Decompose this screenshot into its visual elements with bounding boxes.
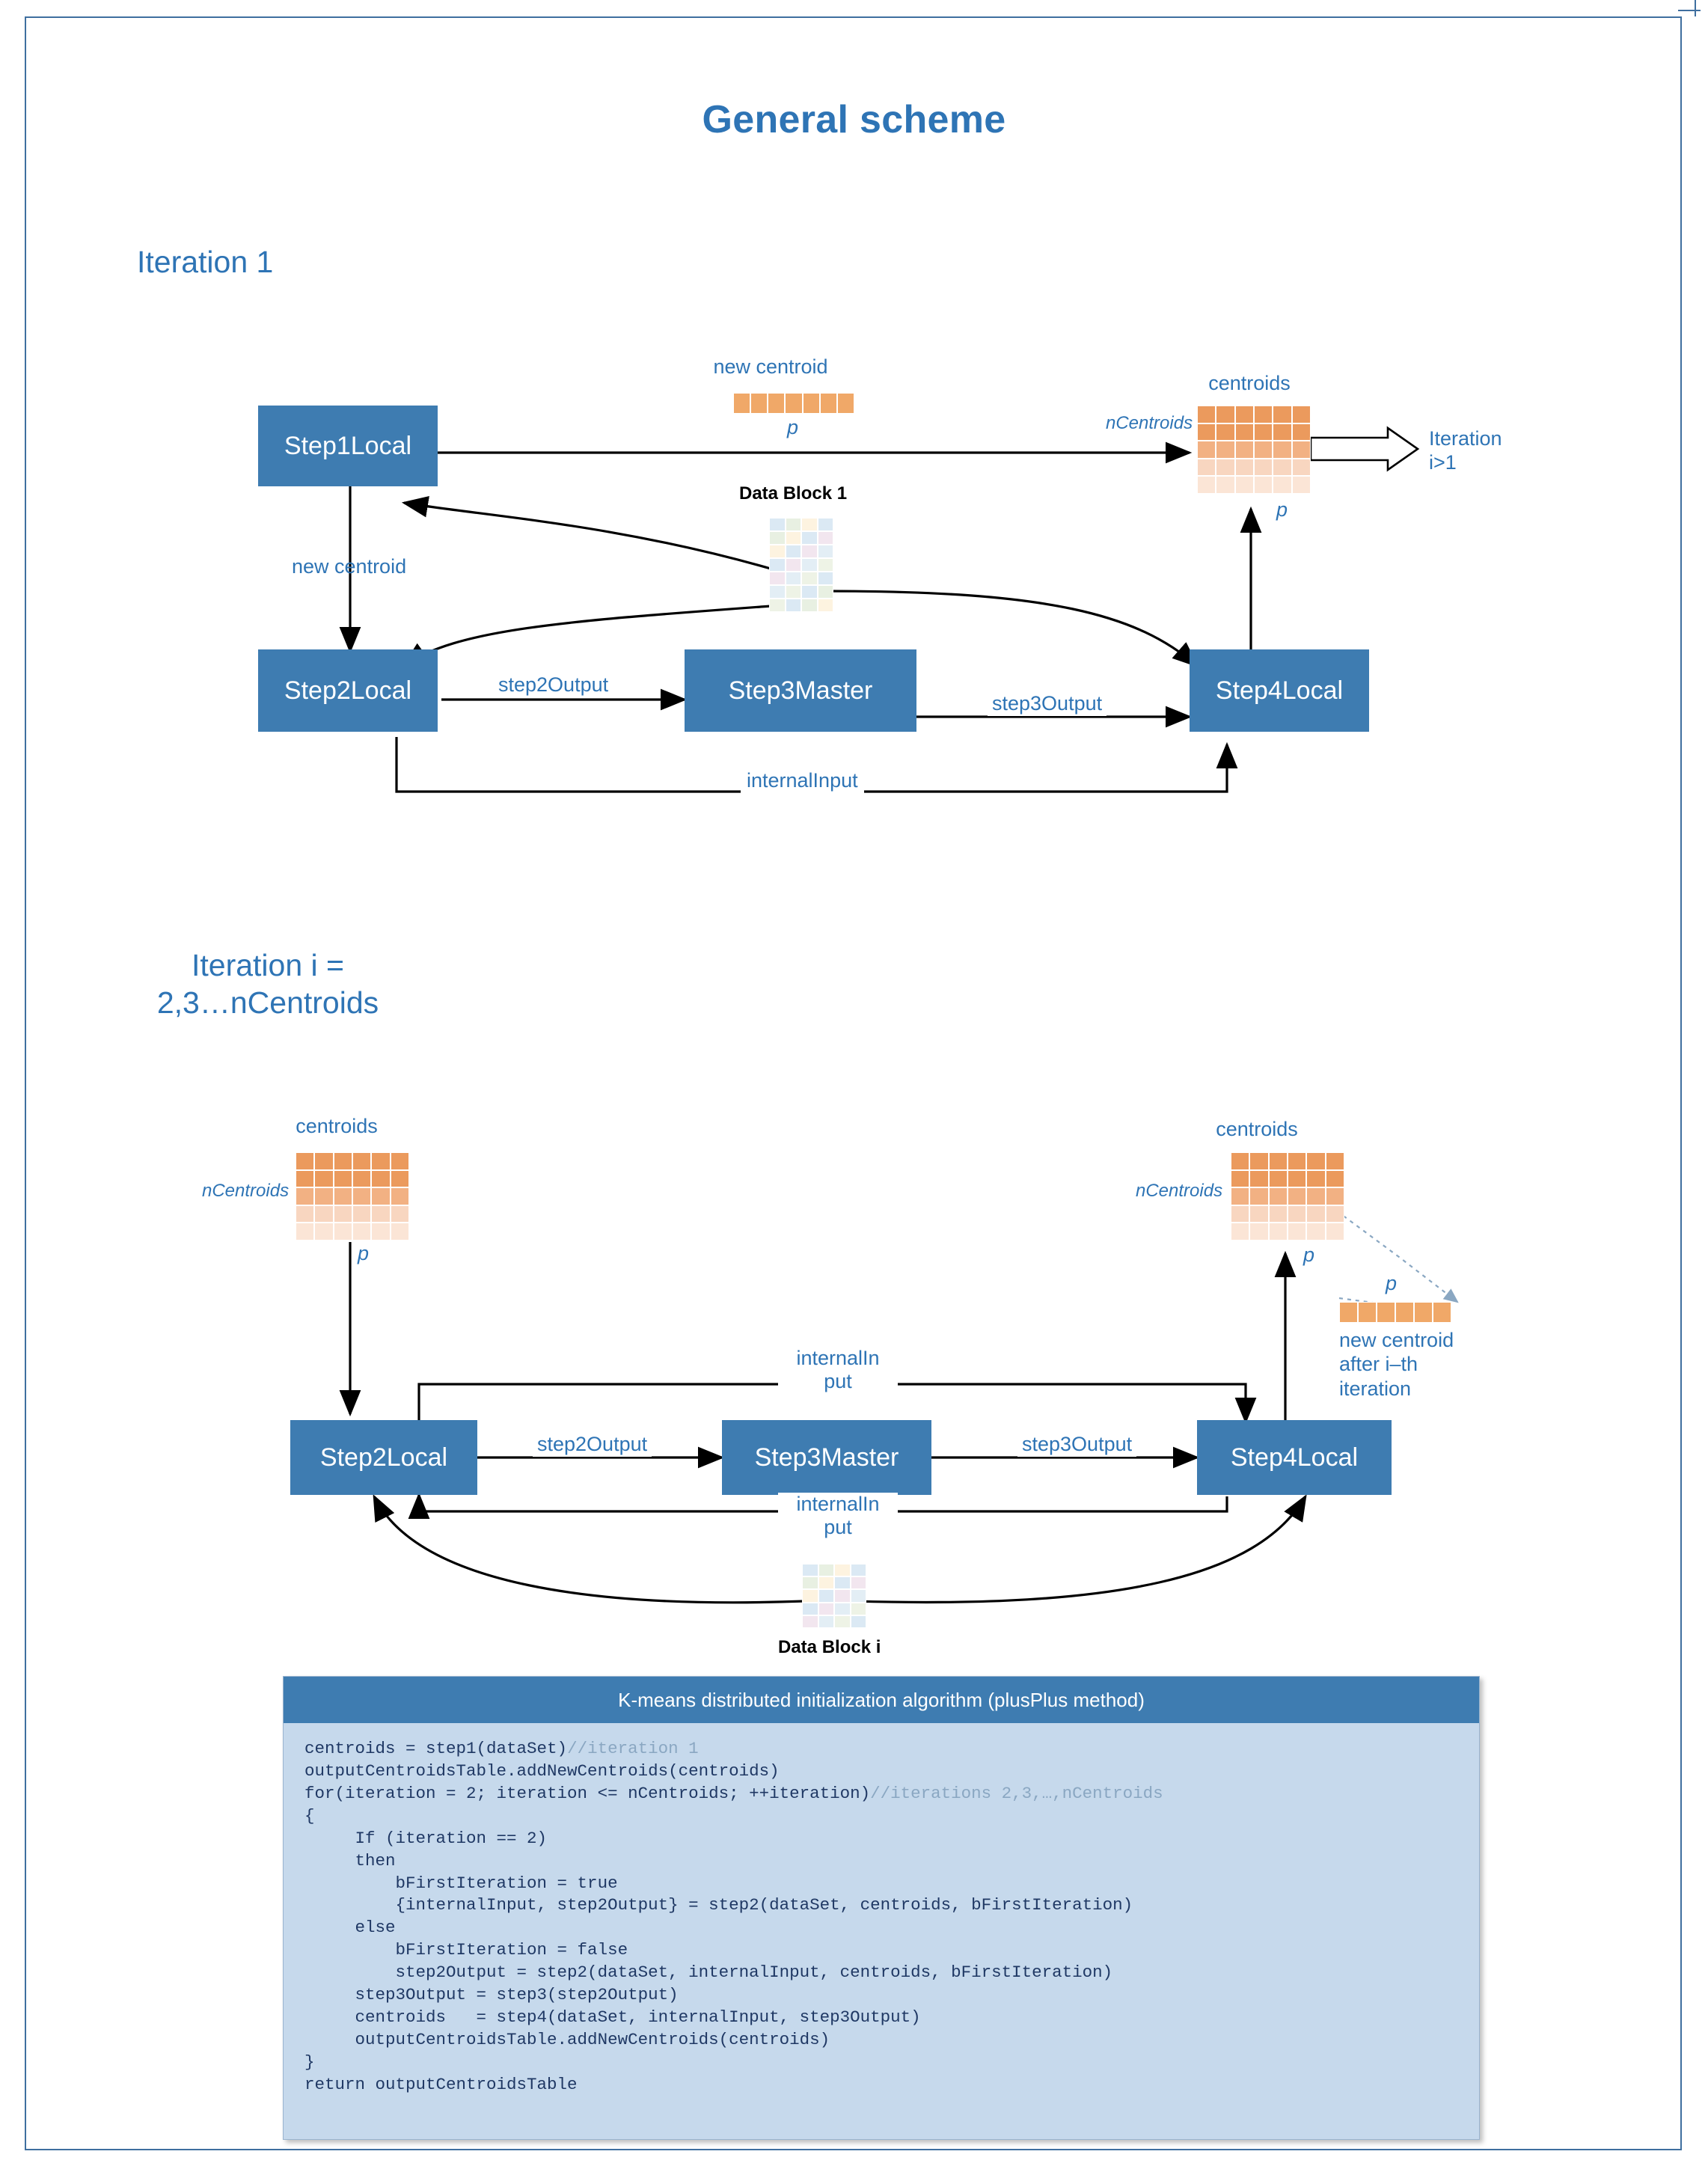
matrix-cell	[352, 1187, 371, 1205]
matrix-cell	[1292, 423, 1311, 441]
label-new-centroid-left: new centroid	[292, 555, 407, 578]
matrix-cell	[391, 1187, 409, 1205]
matrix-new-centroid-strip	[733, 393, 854, 414]
matrix-cell	[1231, 1223, 1249, 1241]
matrix-cell	[1288, 1170, 1306, 1188]
matrix-cell	[801, 558, 818, 572]
label-p-left-iteration-i: p	[358, 1242, 370, 1264]
code-line: outputCentroidsTable.addNewCentroids(centroids)	[304, 2029, 830, 2049]
matrix-cell	[802, 1589, 818, 1602]
matrix-cell	[391, 1205, 409, 1223]
code-line: bFirstIteration = false	[304, 1940, 628, 1960]
matrix-cell	[818, 585, 834, 599]
matrix-cell	[1216, 476, 1234, 494]
label-internalinput-top: internalIn put	[778, 1347, 898, 1393]
matrix-cell	[334, 1187, 352, 1205]
matrix-cell	[1288, 1223, 1306, 1241]
matrix-cell	[314, 1152, 333, 1170]
code-line: then	[304, 1850, 396, 1871]
matrix-cell	[1231, 1187, 1249, 1205]
section-label-iteration-i: Iteration i = 2,3…nCentroids	[156, 948, 379, 1021]
code-line: If (iteration == 2)	[304, 1828, 548, 1848]
matrix-cell	[1197, 459, 1216, 477]
matrix-cell	[371, 1170, 390, 1188]
matrix-cell	[1273, 459, 1291, 477]
box-step1-local-iteration1[interactable]	[258, 406, 438, 486]
matrix-cell	[1288, 1152, 1306, 1170]
label-internalinput-bottom: internalIn put	[778, 1493, 898, 1539]
matrix-cell	[818, 572, 834, 585]
label-p-strip-iteration-i: p	[1386, 1272, 1398, 1294]
matrix-cell	[334, 1152, 352, 1170]
matrix-cell	[769, 572, 786, 585]
matrix-cell	[1273, 476, 1291, 494]
matrix-cell	[352, 1223, 371, 1241]
matrix-cell	[1249, 1223, 1268, 1241]
matrix-cell	[1197, 441, 1216, 459]
matrix-cell	[801, 585, 818, 599]
matrix-cell	[1269, 1152, 1288, 1170]
code-line: step2Output = step2(dataSet, internalInput, centroids, bFirstIteration)	[304, 1963, 1113, 1983]
matrix-cell	[1273, 441, 1291, 459]
matrix-cell	[1292, 476, 1311, 494]
matrix-cell	[818, 1564, 835, 1576]
matrix-cell	[352, 1205, 371, 1223]
matrix-cell	[1235, 476, 1254, 494]
matrix-cell	[818, 545, 834, 558]
matrix-cell	[1306, 1170, 1325, 1188]
matrix-cell	[818, 558, 834, 572]
matrix-cell	[1235, 441, 1254, 459]
matrix-cell	[802, 1603, 818, 1615]
label-p-right-iteration-i: p	[1303, 1244, 1315, 1266]
label-step3output-iteration-i: step3Output	[1017, 1433, 1136, 1457]
matrix-cell	[334, 1223, 352, 1241]
matrix-cell	[314, 1223, 333, 1241]
matrix-cell	[801, 545, 818, 558]
box-step2-local-iteration-i[interactable]	[290, 1420, 477, 1495]
matrix-cell	[1249, 1170, 1268, 1188]
label-data-block-i: Data Block i	[778, 1637, 881, 1657]
matrix-cell	[314, 1205, 333, 1223]
box-step2-local-iteration1[interactable]	[258, 649, 438, 732]
label-ncentroids-iteration1: nCentroids	[1106, 413, 1193, 433]
code-comment: //iteration 1	[567, 1739, 699, 1758]
matrix-cell	[818, 1576, 835, 1589]
matrix-cell	[834, 1615, 851, 1628]
code-line: step3Output = step3(step2Output)	[304, 1985, 679, 2005]
matrix-cell	[1269, 1187, 1288, 1205]
matrix-cell	[1326, 1223, 1344, 1241]
matrix-cell	[786, 545, 802, 558]
matrix-cell	[334, 1170, 352, 1188]
matrix-cell	[371, 1223, 390, 1241]
matrix-new-centroid-strip-iteration-i	[1339, 1302, 1451, 1323]
code-comment: //iterations 2,3,…,nCentroids	[870, 1783, 1163, 1803]
matrix-cell	[786, 599, 802, 612]
label-new-centroid-top: new centroid	[713, 355, 828, 378]
matrix-cell	[818, 531, 834, 545]
matrix-cell	[818, 599, 834, 612]
matrix-cell	[1216, 423, 1234, 441]
label-step2output-iteration1: step2Output	[494, 673, 613, 697]
matrix-cell	[786, 585, 802, 599]
matrix-cell	[851, 1576, 867, 1589]
matrix-cell	[1254, 441, 1273, 459]
matrix-cell	[1306, 1205, 1325, 1223]
matrix-cell	[818, 1589, 835, 1602]
matrix-centroids-right-iteration-i	[1231, 1152, 1344, 1241]
matrix-cell	[769, 585, 786, 599]
label-ncentroids-left-iteration-i: nCentroids	[202, 1181, 290, 1201]
code-line: else	[304, 1918, 396, 1938]
code-panel-title: K-means distributed initialization algorithm (plusPlus method)	[284, 1677, 1479, 1723]
matrix-cell	[296, 1187, 314, 1205]
section-label-iteration-1: Iteration 1	[137, 245, 274, 279]
matrix-cell	[769, 558, 786, 572]
matrix-cell	[769, 599, 786, 612]
matrix-cell	[1326, 1152, 1344, 1170]
code-line: return outputCentroidsTable	[304, 2074, 578, 2094]
matrix-cell	[1306, 1152, 1325, 1170]
matrix-cell	[1231, 1205, 1249, 1223]
matrix-cell	[1306, 1187, 1325, 1205]
matrix-cell	[1288, 1205, 1306, 1223]
matrix-cell	[1216, 459, 1234, 477]
matrix-cell	[834, 1589, 851, 1602]
label-centroids-left-iteration-i: centroids	[296, 1115, 378, 1137]
matrix-cell	[1216, 406, 1234, 423]
box-label: Step1Local	[284, 431, 412, 460]
matrix-cell	[818, 518, 834, 531]
matrix-cell	[371, 1152, 390, 1170]
matrix-data-block-1	[769, 518, 833, 612]
matrix-cell	[1326, 1187, 1344, 1205]
box-label: Step3Master	[754, 1443, 899, 1472]
label-p-strip-iteration1: p	[787, 416, 799, 438]
matrix-cell	[1254, 476, 1273, 494]
matrix-cell	[1254, 406, 1273, 423]
label-centroids-right-iteration-i: centroids	[1216, 1118, 1298, 1140]
label-step3output-iteration1: step3Output	[988, 692, 1106, 716]
matrix-cell	[1249, 1152, 1268, 1170]
matrix-cell	[1269, 1205, 1288, 1223]
matrix-cell	[1231, 1170, 1249, 1188]
matrix-cell	[371, 1205, 390, 1223]
matrix-cell	[296, 1152, 314, 1170]
matrix-cell	[769, 545, 786, 558]
code-line: outputCentroidsTable.addNewCentroids(centroids)	[304, 1761, 780, 1781]
box-step3-master-iteration-i[interactable]	[722, 1420, 931, 1495]
matrix-cell	[391, 1223, 409, 1241]
box-step4-local-iteration-i[interactable]	[1197, 1420, 1392, 1495]
matrix-cell	[851, 1615, 867, 1628]
code-line: bFirstIteration = true	[304, 1873, 618, 1893]
matrix-cell	[1249, 1205, 1268, 1223]
matrix-cell	[391, 1170, 409, 1188]
label-ncentroids-right-iteration-i: nCentroids	[1136, 1181, 1223, 1201]
code-line: }	[304, 2052, 315, 2072]
matrix-cell	[296, 1205, 314, 1223]
matrix-cell	[1235, 406, 1254, 423]
label-centroids-iteration1: centroids	[1208, 372, 1291, 394]
box-label: Step3Master	[728, 676, 873, 705]
matrix-cell	[769, 531, 786, 545]
matrix-cell	[371, 1187, 390, 1205]
matrix-cell	[1254, 423, 1273, 441]
code-line: for(iteration = 2; iteration <= nCentroids; ++iteration)//iterations 2,3,…,nCentroids	[304, 1783, 1163, 1803]
matrix-cell	[1288, 1187, 1306, 1205]
matrix-cell	[802, 1615, 818, 1628]
matrix-cell	[801, 531, 818, 545]
matrix-cell	[314, 1187, 333, 1205]
matrix-centroids-left-iteration-i	[296, 1152, 409, 1241]
matrix-cell	[314, 1170, 333, 1188]
code-panel	[283, 1676, 1480, 2140]
matrix-cell	[391, 1152, 409, 1170]
matrix-cell	[1254, 459, 1273, 477]
matrix-cell	[1273, 406, 1291, 423]
matrix-cell	[802, 1564, 818, 1576]
box-step3-master-iteration1[interactable]	[685, 649, 916, 732]
matrix-cell	[818, 1615, 835, 1628]
matrix-cell	[352, 1170, 371, 1188]
box-step4-local-iteration1[interactable]	[1190, 649, 1369, 732]
matrix-cell	[834, 1603, 851, 1615]
code-line: centroids = step4(dataSet, internalInput, step3Output)	[304, 2007, 921, 2028]
matrix-cell	[834, 1576, 851, 1589]
code-line: centroids = step1(dataSet)//iteration 1	[304, 1739, 699, 1758]
matrix-data-block-i	[802, 1564, 866, 1628]
matrix-cell	[1269, 1170, 1288, 1188]
box-label: Step2Local	[319, 1443, 448, 1472]
matrix-cell	[834, 1564, 851, 1576]
matrix-cell	[1235, 459, 1254, 477]
label-new-centroid-after-iteration: new centroid after i–th iteration	[1339, 1329, 1454, 1400]
matrix-cell	[786, 531, 802, 545]
matrix-cell	[1216, 441, 1234, 459]
box-label: Step4Local	[1230, 1443, 1359, 1472]
code-line: {	[304, 1805, 315, 1826]
matrix-cell	[296, 1170, 314, 1188]
box-label: Step4Local	[1215, 676, 1344, 705]
matrix-cell	[802, 1576, 818, 1589]
label-data-block-1: Data Block 1	[739, 483, 848, 504]
matrix-cell	[1292, 406, 1311, 423]
matrix-cell	[786, 518, 802, 531]
matrix-centroids-iteration1	[1197, 406, 1311, 494]
matrix-cell	[801, 599, 818, 612]
matrix-cell	[1249, 1187, 1268, 1205]
matrix-cell	[1197, 476, 1216, 494]
matrix-cell	[1269, 1223, 1288, 1241]
matrix-cell	[786, 572, 802, 585]
matrix-cell	[1292, 459, 1311, 477]
matrix-cell	[1197, 406, 1216, 423]
matrix-cell	[851, 1603, 867, 1615]
label-iteration-next: Iteration i>1	[1429, 427, 1502, 474]
matrix-cell	[851, 1589, 867, 1602]
matrix-cell	[851, 1564, 867, 1576]
matrix-cell	[1197, 423, 1216, 441]
box-label: Step2Local	[284, 676, 412, 705]
matrix-cell	[1326, 1205, 1344, 1223]
label-p-centroids-iteration1: p	[1276, 498, 1288, 521]
matrix-cell	[1292, 441, 1311, 459]
label-internalinput-iteration1: internalInput	[741, 769, 864, 793]
code-panel-body	[284, 1723, 1479, 2111]
code-line: {internalInput, step2Output} = step2(dataSet, centroids, bFirstIteration)	[304, 1895, 1133, 1915]
matrix-cell	[818, 1603, 835, 1615]
matrix-cell	[1306, 1223, 1325, 1241]
page-title: General scheme	[702, 98, 1006, 141]
matrix-cell	[1273, 423, 1291, 441]
matrix-cell	[786, 558, 802, 572]
label-step2output-iteration-i: step2Output	[533, 1433, 652, 1457]
matrix-cell	[801, 518, 818, 531]
matrix-cell	[769, 518, 786, 531]
matrix-cell	[1235, 423, 1254, 441]
matrix-cell	[352, 1152, 371, 1170]
matrix-cell	[296, 1223, 314, 1241]
matrix-cell	[801, 572, 818, 585]
matrix-cell	[1231, 1152, 1249, 1170]
matrix-cell	[1326, 1170, 1344, 1188]
matrix-cell	[334, 1205, 352, 1223]
